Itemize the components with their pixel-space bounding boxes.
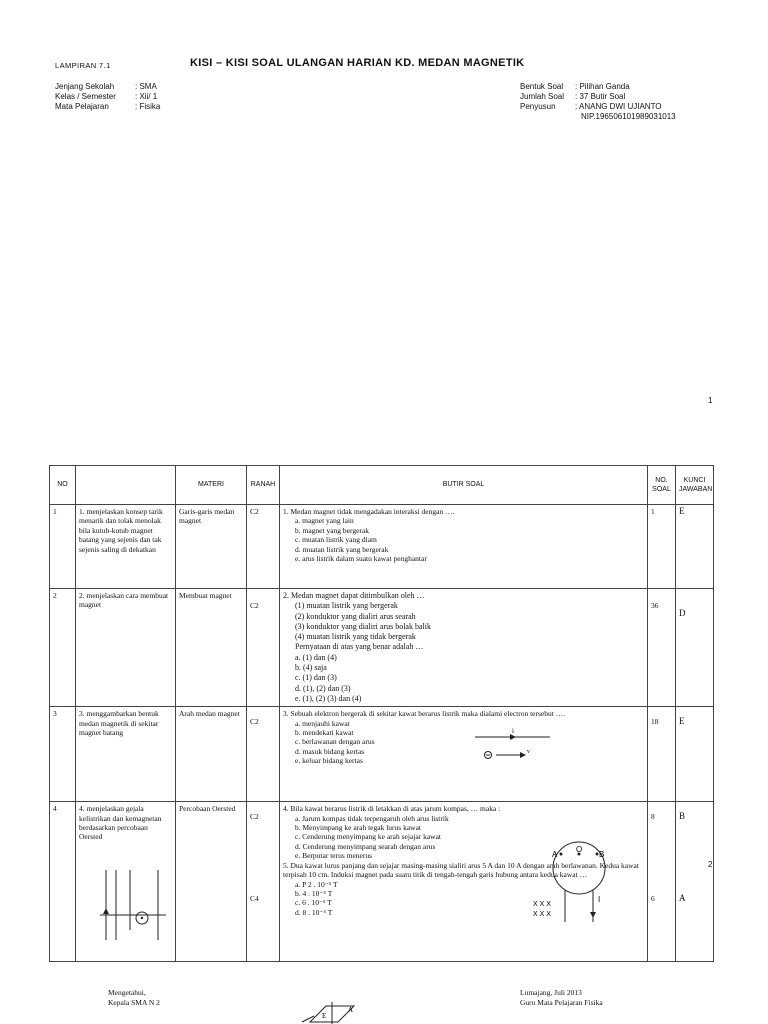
- row-materi: Membuat magnet: [176, 589, 247, 707]
- row-indikator: 4. menjelaskan gejala kelistrikan dan kemagnetan berdasarkan percobaan Oersted: [76, 802, 176, 962]
- table-row: [50, 505, 714, 589]
- row-materi: Arah medan magnet: [176, 707, 247, 802]
- wire-loop-figure: [535, 832, 635, 932]
- fig-label-i: i: [512, 727, 514, 736]
- fig-label-i: I: [598, 895, 601, 905]
- row-no: 3: [50, 707, 76, 802]
- kisi-table: [49, 465, 714, 962]
- col-butir-soal: BUTIR SOAL: [280, 466, 648, 505]
- meta-row: Bentuk Soal : Pilihan Ganda: [520, 82, 630, 91]
- row-no: 2: [50, 589, 76, 707]
- fig-label-a: A: [552, 850, 558, 860]
- page-number: 1: [708, 396, 713, 405]
- fig-label-o: O: [576, 845, 583, 855]
- col-no: NO: [50, 466, 76, 505]
- x-marks: X X X: [533, 911, 551, 919]
- electron-wire-figure: [470, 725, 580, 765]
- row-kunci: E: [676, 505, 714, 589]
- fig-label-b: B: [599, 850, 605, 860]
- row-indikator: 3. menggambarkan bentuk medan magnetik di sekitar magnet batang: [76, 707, 176, 802]
- row-ranah: C2: [247, 589, 280, 707]
- table-header-row: [50, 466, 714, 505]
- row-butir: 4. Bila kawat berarus listrik di letakkan di atas jarum kompas, … maka : a. Jarum kompas tidak terpengaruh oleh arus listrik b. Menyimpang ke arah tegak lurus kawat c. Cenderung menyimpang ke arah sejajar kawat d. Cenderung menyimpang searah dengan arus e. Berputar terus menerus 5. Dua kawat lurus panjang dan sejajar masing-masing sialiri arus 5 A dan 10 A dengan arah berlawanan. Kedua kawat terpisah 10 cm. Induksi magnet pada suatu titik di tengah-tengah garis hubung antara kedua kawat … a. P 2 . 10⁻⁵ T b. 4 . 10⁻⁵ T c. 6 . 10⁻⁵ T d. 8 . 10⁻⁵ T A O B I X X X X X X: [280, 802, 648, 962]
- row-kunci: D: [676, 589, 714, 707]
- document-title: KISI – KISI SOAL ULANGAN HARIAN KD. MEDAN MAGNETIK: [190, 57, 525, 69]
- row-no-soal: 1: [648, 505, 676, 589]
- meta-row: NIP.196506101989031013: [581, 112, 676, 121]
- fig-label-v: v: [527, 749, 530, 756]
- row-kunci: B A: [676, 802, 714, 962]
- row-no-soal: 18: [648, 707, 676, 802]
- row-indikator: 2. menjelaskan cara membuat magnet: [76, 589, 176, 707]
- side-page-number: 2: [708, 860, 713, 869]
- table-row: [50, 707, 714, 802]
- table-row: [50, 802, 714, 962]
- footer-right: Lumajang, Juli 2013 Guru Mata Pelajaran Fisika: [520, 988, 603, 1007]
- row-butir: 2. Medan magnet dapat ditimbulkan oleh … (1) muatan listrik yang bergerak (2) konduktor yang dialiri arus searah (3) konduktor yang dialiri arus bolak balik (4) muatan listrik yang tidak bergerak Pernyataan di atas yang benar adalah … a. (1) dan (4) b. (4) saja c. (1) dan (3) d. (1), (2) dan (3) e. (1), (2) (3) dan (4): [280, 589, 648, 707]
- row-materi: Percobaan Oersted: [176, 802, 247, 962]
- table-row: [50, 589, 714, 707]
- row-no: 4: [50, 802, 76, 962]
- row-ranah: C2 C4: [247, 802, 280, 962]
- row-indikator: 1. menjelaskan konsep tarik menarik dan tolak menolak bila kutub-kutub magnet batang yang sejenis dan tak sejenis saling di dekatkan: [76, 505, 176, 589]
- row-butir: 3. Sebuah elektron bergerak di sekitar kawat berarus listrik maka dialami electron tersebut …. a. menjauhi kawat b. mendekati kawat c. berlawanan dengan arus d. masuk bidang kertas e. keluar bidang kertas i v: [280, 707, 648, 802]
- left-meta: [55, 82, 160, 112]
- row-ranah: C2: [247, 505, 280, 589]
- col-materi: MATERI: [176, 466, 247, 505]
- lampiran-label: LAMPIRAN 7.1: [55, 61, 111, 70]
- row-no: 1: [50, 505, 76, 589]
- row-no-soal: 8 6: [648, 802, 676, 962]
- meta-row: Jumlah Soal : 37 Butir Soal: [520, 92, 626, 101]
- row-no-soal: 36: [648, 589, 676, 707]
- fig-label-e: E: [322, 1012, 327, 1020]
- row-kunci: E: [676, 707, 714, 802]
- col-kunci: KUNCI JAWABAN: [676, 466, 714, 505]
- meta-row: Kelas / Semester : Xii/ 1: [55, 92, 158, 101]
- row-ranah: C2: [247, 707, 280, 802]
- row-materi: Garis-garis medan magnet: [176, 505, 247, 589]
- fig-label-a: A: [348, 1006, 354, 1014]
- footer-figure: [300, 1002, 370, 1024]
- col-no-soal: NO. SOAL: [648, 466, 676, 505]
- oersted-figure: [96, 870, 176, 940]
- meta-row: Jenjang Sekolah : SMA: [55, 82, 157, 91]
- col-ranah: RANAH: [247, 466, 280, 505]
- row-butir: 1. Medan magnet tidak mengadakan interaksi dengan …. a. magnet yang lain b. magnet yang bergerak c. muatan listrik yang diam d. muatan listrik yang bergerak e. arus listrik dalam suatu kawat penghantar: [280, 505, 648, 589]
- meta-row: Penyusun : ANANG DWI UJIANTO: [520, 102, 662, 111]
- col-indikator: [76, 466, 176, 505]
- x-marks: X X X: [533, 901, 551, 909]
- right-meta: [520, 82, 676, 122]
- footer-left: Mengetahui, Kepala SMA N 2: [108, 988, 160, 1007]
- meta-row: Mata Pelajaran : Fisika: [55, 102, 161, 111]
